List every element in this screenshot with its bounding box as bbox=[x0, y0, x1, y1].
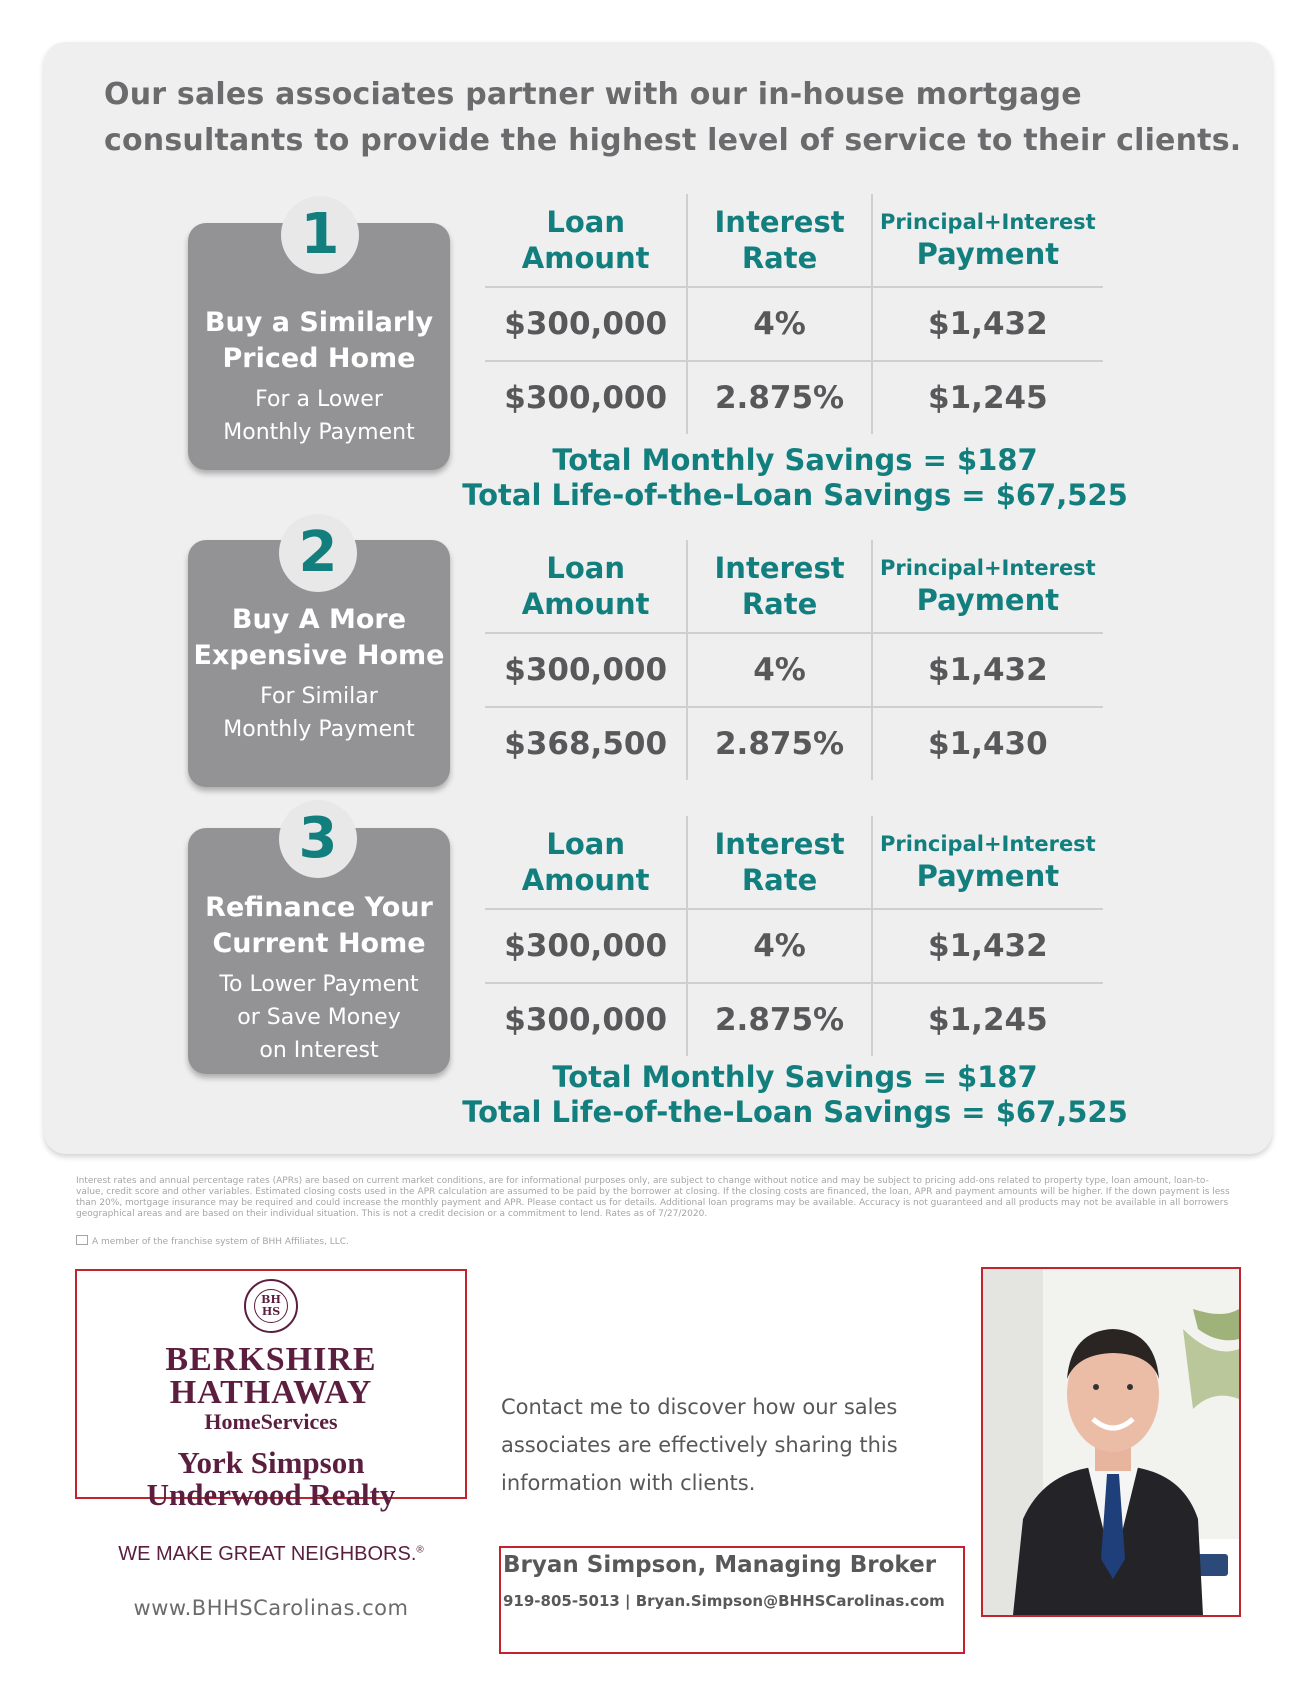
header-interest-rate: Interest Rate bbox=[688, 540, 872, 632]
broker-name: Bryan Simpson, Managing Broker bbox=[503, 1552, 937, 1578]
lifetime-savings: Total Life-of-the-Loan Savings = $67,525 bbox=[462, 478, 1128, 512]
brand-logo-box bbox=[75, 1269, 467, 1512]
scenario-sub-line2: Monthly Payment bbox=[223, 717, 415, 742]
loan-amount-cell: $300,000 bbox=[485, 288, 688, 360]
step-badge-1: 1 bbox=[281, 196, 359, 274]
scenario-sub-line1: For a Lower bbox=[255, 387, 383, 412]
loan-amount-cell: $300,000 bbox=[485, 362, 688, 434]
interest-rate-cell: 2.875% bbox=[688, 362, 872, 434]
member-note bbox=[76, 1235, 349, 1247]
website-link[interactable]: www.BHHSCarolinas.com bbox=[133, 1596, 409, 1620]
scenario-title-line1: Buy A More bbox=[231, 604, 407, 635]
contact-message: Contact me to discover how our sales associates are effectively sharing this information with clients. bbox=[501, 1395, 898, 1495]
bhhs-seal-icon bbox=[244, 1279, 298, 1333]
payment-cell: $1,245 bbox=[928, 380, 1048, 416]
brand-name-line3: HomeServices bbox=[204, 1409, 338, 1434]
header-payment: Principal+Interest Payment bbox=[880, 832, 1096, 893]
interest-rate-cell: 4% bbox=[688, 288, 872, 360]
broker-info-box bbox=[499, 1546, 965, 1654]
loan-amount-cell: $300,000 bbox=[485, 910, 688, 982]
savings-summary-3 bbox=[440, 1060, 1150, 1130]
payment-cell: $1,245 bbox=[928, 1002, 1048, 1038]
rate-table-2 bbox=[485, 540, 1103, 780]
scenario-sub-line2: Monthly Payment bbox=[223, 420, 415, 445]
brand-name-line1: BERKSHIRE bbox=[165, 1341, 377, 1378]
scenario-title-line1: Buy a Similarly bbox=[204, 307, 434, 338]
scenario-sub-line3: on Interest bbox=[259, 1038, 379, 1063]
seal-monogram bbox=[254, 1289, 288, 1323]
loan-amount-cell: $300,000 bbox=[485, 634, 688, 706]
payment-cell: $1,432 bbox=[928, 306, 1048, 342]
table-row bbox=[485, 286, 1103, 360]
scenario-sub-line1: To Lower Payment bbox=[219, 972, 419, 997]
payment-cell: $1,430 bbox=[928, 726, 1048, 762]
broker-photo bbox=[981, 1267, 1241, 1617]
header-loan-amount: Loan Amount bbox=[485, 816, 688, 908]
header-payment: Principal+Interest Payment bbox=[880, 210, 1096, 271]
interest-rate-cell: 4% bbox=[688, 910, 872, 982]
monthly-savings: Total Monthly Savings = $187 bbox=[552, 443, 1038, 477]
interest-rate-cell: 2.875% bbox=[688, 984, 872, 1056]
interest-rate-cell: 2.875% bbox=[688, 708, 872, 780]
monthly-savings: Total Monthly Savings = $187 bbox=[552, 1060, 1038, 1094]
office-name-line1: York Simpson bbox=[177, 1445, 365, 1480]
brand-name-line2: HATHAWAY bbox=[169, 1374, 373, 1411]
scenario-subtitle bbox=[188, 383, 450, 449]
step-badge-2: 2 bbox=[279, 514, 357, 592]
interest-rate-cell: 4% bbox=[688, 634, 872, 706]
tagline-text: WE MAKE GREAT NEIGHBORS. bbox=[118, 1543, 417, 1565]
seal-line1: BH bbox=[261, 1293, 281, 1306]
scenario-title-line2: Priced Home bbox=[222, 343, 416, 374]
rate-table-1 bbox=[485, 194, 1103, 434]
table-header bbox=[485, 194, 1103, 286]
broker-contact-info[interactable]: 919-805-5013 | Bryan.Simpson@BHHSCarolinas.com bbox=[503, 1592, 945, 1610]
scenario-sub-line2: or Save Money bbox=[237, 1005, 401, 1030]
table-row bbox=[485, 982, 1103, 1056]
seal-line2: HS bbox=[261, 1305, 281, 1318]
scenario-title-line2: Expensive Home bbox=[193, 640, 445, 671]
loan-amount-cell: $300,000 bbox=[485, 984, 688, 1056]
scenario-sub-line1: For Similar bbox=[260, 684, 378, 709]
loan-amount-cell: $368,500 bbox=[485, 708, 688, 780]
scenario-title-line2: Current Home bbox=[212, 928, 426, 959]
equal-housing-icon bbox=[76, 1235, 88, 1245]
header-interest-rate: Interest Rate bbox=[688, 194, 872, 286]
header-loan-amount: Loan Amount bbox=[485, 540, 688, 632]
table-row bbox=[485, 706, 1103, 780]
table-row bbox=[485, 632, 1103, 706]
registered-mark: ® bbox=[416, 1544, 424, 1556]
lifetime-savings: Total Life-of-the-Loan Savings = $67,525 bbox=[462, 1095, 1128, 1129]
table-row bbox=[485, 360, 1103, 434]
payment-cell: $1,432 bbox=[928, 928, 1048, 964]
rate-table-3 bbox=[485, 816, 1103, 1056]
table-header bbox=[485, 540, 1103, 632]
step-badge-3: 3 bbox=[279, 800, 357, 878]
scenario-subtitle bbox=[188, 680, 450, 746]
header-loan-amount: Loan Amount bbox=[485, 194, 688, 286]
header-interest-rate: Interest Rate bbox=[688, 816, 872, 908]
payment-cell: $1,432 bbox=[928, 652, 1048, 688]
broker-portrait-image bbox=[983, 1269, 1239, 1615]
scenario-title-line1: Refinance Your bbox=[205, 892, 433, 923]
scenario-subtitle bbox=[188, 968, 450, 1067]
disclaimer-text: Interest rates and annual percentage rates (APRs) are based on current market conditions, are for informational purposes only, are subject to change without notice and may be subject to pricing add-ons related to property type, loan amount, loan-to-value, credit score and other variables. Estimated closing costs used in the APR calculation are assumed to be paid by the borrower at closing. If the closing costs are financed, the loan, APR and payment amounts will be higher. If the down payment is less than 20%, mortgage insurance may be required and could increase the monthly payment and APR. Please contact us for details. Additional loan programs may be available. Accuracy is not guaranteed and all products may not be available in all borrowers geographical areas and are based on their individual situation. This is not a credit decision or a commitment to lend. Rates as of 7/27/2020. bbox=[76, 1176, 1230, 1219]
table-header bbox=[485, 816, 1103, 908]
table-row bbox=[485, 908, 1103, 982]
intro-text: Our sales associates partner with our in-house mortgage consultants to provide the highest level of service to their clients. bbox=[104, 77, 1242, 158]
office-name-line2: Underwood Realty bbox=[146, 1477, 396, 1512]
tagline bbox=[75, 1543, 467, 1566]
header-payment: Principal+Interest Payment bbox=[880, 556, 1096, 617]
savings-summary-1 bbox=[440, 443, 1150, 513]
member-note-text: A member of the franchise system of BHH Affiliates, LLC. bbox=[92, 1237, 349, 1247]
